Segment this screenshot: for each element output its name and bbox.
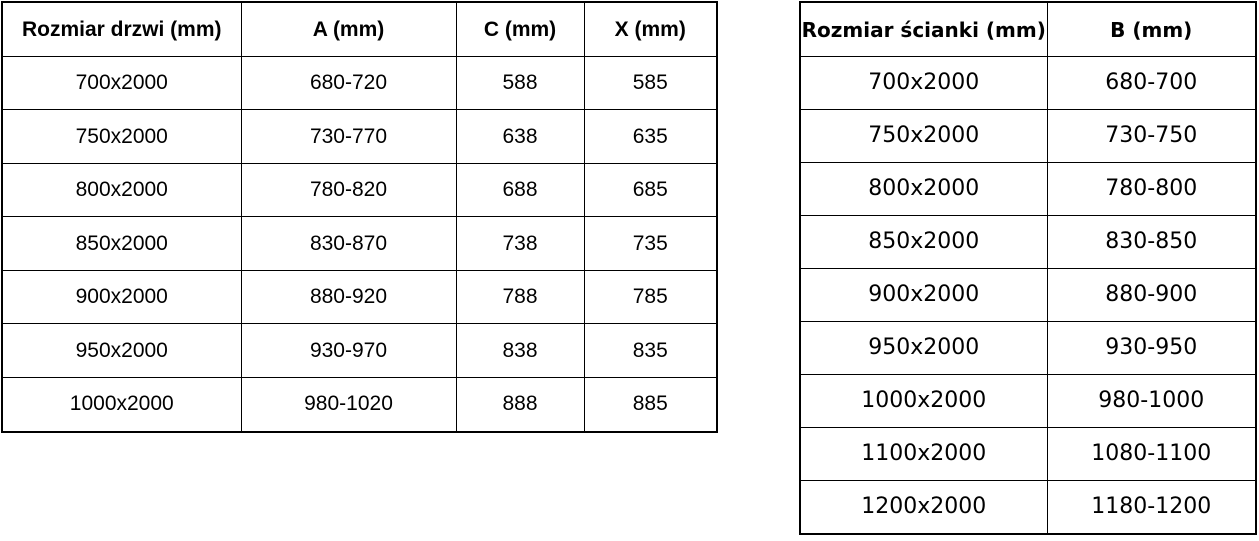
table-cell: 685 <box>584 163 717 216</box>
wall-table-header <box>800 2 1256 57</box>
table-row <box>2 270 717 323</box>
table-cell: 780-800 <box>1047 162 1256 215</box>
table-cell: 835 <box>584 324 717 377</box>
wall-dimensions-table <box>799 1 1257 535</box>
table-cell: 788 <box>456 270 584 323</box>
door-dimensions-table <box>1 1 718 433</box>
header-cell-b: B (mm) <box>1047 2 1256 57</box>
table-cell: 700x2000 <box>800 57 1047 110</box>
table-cell: 950x2000 <box>800 321 1047 374</box>
table-cell: 680-720 <box>241 57 456 110</box>
table-row <box>800 427 1256 480</box>
table-cell: 930-970 <box>241 324 456 377</box>
table-cell: 700x2000 <box>2 57 241 110</box>
header-cell-door-size: Rozmiar drzwi (mm) <box>2 2 241 57</box>
table-row <box>2 110 717 163</box>
door-table-header <box>2 2 717 57</box>
table-cell: 980-1000 <box>1047 374 1256 427</box>
table-row <box>800 215 1256 268</box>
table-cell: 830-850 <box>1047 215 1256 268</box>
table-cell: 688 <box>456 163 584 216</box>
table-row <box>800 268 1256 321</box>
table-cell: 588 <box>456 57 584 110</box>
table-cell: 638 <box>456 110 584 163</box>
table-cell: 850x2000 <box>800 215 1047 268</box>
header-row <box>800 2 1256 57</box>
table-row <box>800 162 1256 215</box>
table-cell: 680-700 <box>1047 57 1256 110</box>
table-cell: 1080-1100 <box>1047 427 1256 480</box>
header-cell-c: C (mm) <box>456 2 584 57</box>
table-cell: 1180-1200 <box>1047 480 1256 534</box>
header-cell-wall-size: Rozmiar ścianki (mm) <box>800 2 1047 57</box>
table-cell: 1000x2000 <box>800 374 1047 427</box>
table-cell: 1200x2000 <box>800 480 1047 534</box>
table-row <box>800 57 1256 110</box>
table-cell: 838 <box>456 324 584 377</box>
table-row <box>2 57 717 110</box>
table-cell: 730-770 <box>241 110 456 163</box>
table-cell: 800x2000 <box>2 163 241 216</box>
table-cell: 635 <box>584 110 717 163</box>
table-cell: 750x2000 <box>800 109 1047 162</box>
table-cell: 785 <box>584 270 717 323</box>
table-cell: 750x2000 <box>2 110 241 163</box>
table-row <box>2 377 717 432</box>
table-cell: 780-820 <box>241 163 456 216</box>
table-cell: 585 <box>584 57 717 110</box>
wall-table-body <box>800 57 1256 535</box>
table-cell: 885 <box>584 377 717 432</box>
table-row <box>2 163 717 216</box>
header-cell-a: A (mm) <box>241 2 456 57</box>
table-row <box>800 374 1256 427</box>
table-row <box>2 217 717 270</box>
table-cell: 735 <box>584 217 717 270</box>
table-cell: 1000x2000 <box>2 377 241 432</box>
table-row <box>800 109 1256 162</box>
table-cell: 880-900 <box>1047 268 1256 321</box>
header-row <box>2 2 717 57</box>
table-row <box>800 321 1256 374</box>
table-cell: 850x2000 <box>2 217 241 270</box>
table-cell: 800x2000 <box>800 162 1047 215</box>
table-cell: 830-870 <box>241 217 456 270</box>
table-cell: 880-920 <box>241 270 456 323</box>
table-row <box>2 324 717 377</box>
table-cell: 980-1020 <box>241 377 456 432</box>
table-cell: 730-750 <box>1047 109 1256 162</box>
table-cell: 900x2000 <box>2 270 241 323</box>
table-cell: 888 <box>456 377 584 432</box>
table-cell: 1100x2000 <box>800 427 1047 480</box>
door-table-body <box>2 57 717 433</box>
table-row <box>800 480 1256 534</box>
table-cell: 738 <box>456 217 584 270</box>
table-cell: 900x2000 <box>800 268 1047 321</box>
header-cell-x: X (mm) <box>584 2 717 57</box>
table-cell: 930-950 <box>1047 321 1256 374</box>
table-cell: 950x2000 <box>2 324 241 377</box>
